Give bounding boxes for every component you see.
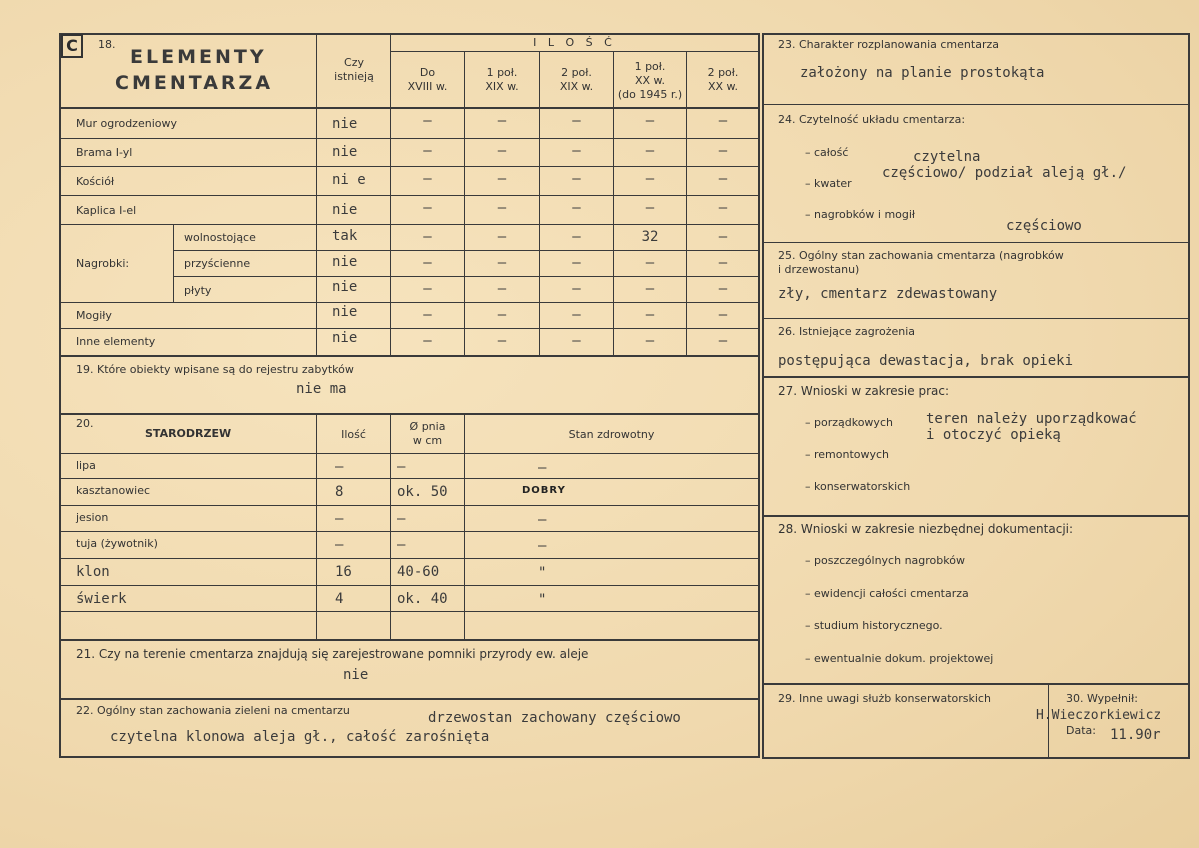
tree-qty: 16 bbox=[335, 564, 352, 580]
section-title-2: CMENTARZA bbox=[115, 72, 274, 94]
exists-value: nie bbox=[332, 304, 358, 320]
period-cell: – bbox=[572, 255, 581, 271]
period-cell: – bbox=[572, 200, 581, 216]
tree-name: tuja (żywotnik) bbox=[76, 537, 158, 550]
q24-item-graves: – nagrobków i mogił bbox=[805, 208, 916, 221]
period-cell: – bbox=[497, 113, 507, 129]
exists-value: nie bbox=[332, 279, 358, 295]
period-cell: – bbox=[718, 281, 728, 297]
col-exists-header: Czy istnieją bbox=[334, 56, 374, 83]
q20-col-diam: Ø pnia w cm bbox=[409, 420, 446, 447]
q21-value: nie bbox=[343, 667, 369, 683]
q28-item-records: – ewidencji całości cmentarza bbox=[805, 587, 969, 600]
period-cell: – bbox=[423, 255, 432, 271]
row-label-slabs: płyty bbox=[184, 284, 212, 297]
q28-item-project: – ewentualnie dokum. projektowej bbox=[805, 652, 994, 665]
q27-value-2: i otoczyć opieką bbox=[926, 427, 1061, 443]
q22-label: 22. Ogólny stan zachowania zieleni na cmentarzu bbox=[76, 704, 350, 717]
period-cell: – bbox=[718, 143, 728, 159]
row-label-gate: Brama I-yl bbox=[76, 146, 133, 159]
exists-value: nie bbox=[332, 330, 358, 346]
period-cell: – bbox=[645, 307, 655, 323]
q30-label: 30. Wypełnił: bbox=[1066, 692, 1138, 705]
period-cell: – bbox=[645, 171, 655, 187]
tree-name: lipa bbox=[76, 459, 96, 472]
period-cell: – bbox=[497, 200, 507, 216]
period-cell: – bbox=[497, 255, 507, 271]
period-cell: – bbox=[718, 113, 728, 129]
period-cell: – bbox=[572, 281, 581, 297]
q28-item-history: – studium historycznego. bbox=[805, 619, 943, 632]
period-cell: – bbox=[718, 333, 728, 349]
tree-qty: – bbox=[335, 537, 344, 553]
tree-qty: – bbox=[335, 511, 344, 527]
row-label-wall-mounted: przyścienne bbox=[184, 257, 251, 270]
exists-value: nie bbox=[332, 116, 358, 132]
q23-value: założony na planie prostokąta bbox=[800, 65, 1045, 81]
period-header-3: 2 poł. XIX w. bbox=[559, 66, 594, 93]
exists-value: nie bbox=[332, 202, 358, 218]
q25-label-1: 25. Ogólny stan zachowania cmentarza (nagrobków bbox=[778, 249, 1064, 262]
tree-qty: – bbox=[335, 459, 344, 475]
period-cell: – bbox=[718, 171, 728, 187]
q24-value-whole: czytelna bbox=[913, 149, 981, 165]
period-cell: – bbox=[423, 200, 432, 216]
tree-name: jesion bbox=[76, 511, 109, 524]
period-cell: – bbox=[423, 333, 432, 349]
q20-col-health: Stan zdrowotny bbox=[568, 428, 655, 441]
row-label-graves: Mogiły bbox=[76, 309, 112, 322]
period-cell: – bbox=[423, 113, 432, 129]
tree-health: DOBRY bbox=[522, 485, 566, 496]
row-label-other: Inne elementy bbox=[76, 335, 156, 348]
q28-label: 28. Wnioski w zakresie niezbędnej dokumentacji: bbox=[778, 522, 1074, 536]
exists-value: nie bbox=[332, 254, 358, 270]
tree-name: świerk bbox=[76, 591, 127, 607]
period-cell: – bbox=[497, 281, 507, 297]
period-cell: – bbox=[423, 281, 432, 297]
tree-qty: 8 bbox=[335, 484, 344, 500]
period-cell: – bbox=[718, 255, 728, 271]
tree-diameter: – bbox=[397, 537, 406, 553]
tree-health: – bbox=[538, 512, 547, 528]
q30-date-label: Data: bbox=[1066, 724, 1096, 737]
period-cell: 32 bbox=[641, 229, 659, 245]
period-cell: – bbox=[423, 171, 432, 187]
q30-name: H.Wieczorkiewicz bbox=[1036, 708, 1162, 723]
period-cell: – bbox=[497, 229, 507, 245]
q27-item-renovation: – remontowych bbox=[805, 448, 890, 461]
q24-value-quarters: częściowo/ podział aleją gł./ bbox=[882, 165, 1127, 181]
q24-item-whole: – całość bbox=[805, 146, 849, 159]
q27-item-conservation: – konserwatorskich bbox=[805, 480, 911, 493]
q25-label-2: i drzewostanu) bbox=[778, 263, 860, 276]
q25-value: zły, cmentarz zdewastowany bbox=[778, 286, 998, 302]
period-cell: – bbox=[718, 229, 728, 245]
section-number: 18. bbox=[98, 38, 116, 51]
tree-diameter: – bbox=[397, 511, 406, 527]
period-cell: – bbox=[497, 307, 507, 323]
q22-value-1: drzewostan zachowany częściowo bbox=[428, 710, 681, 726]
q26-value: postępująca dewastacja, brak opieki bbox=[778, 353, 1074, 369]
period-cell: – bbox=[645, 143, 655, 159]
q27-item-cleanup: – porządkowych bbox=[805, 416, 893, 429]
tree-diameter: ok. 40 bbox=[397, 591, 448, 607]
exists-value: nie bbox=[332, 144, 358, 160]
q27-value-1: teren należy uporządkować bbox=[926, 411, 1137, 427]
tree-health: – bbox=[538, 538, 547, 554]
row-label-freestanding: wolnostojące bbox=[184, 231, 256, 244]
row-label-gravestones: Nagrobki: bbox=[76, 257, 130, 270]
q19-value: nie ma bbox=[296, 381, 347, 397]
q19-label: 19. Które obiekty wpisane są do rejestru zabytków bbox=[76, 363, 354, 376]
period-header-4: 1 poł. XX w. (do 1945 r.) bbox=[617, 60, 683, 101]
q21-label: 21. Czy na terenie cmentarza znajdują się zarejestrowane pomniki przyrody ew. aleje bbox=[76, 647, 589, 661]
row-label-chapel: Kaplica I-el bbox=[76, 204, 137, 217]
exists-value: ni e bbox=[332, 172, 366, 188]
period-cell: – bbox=[423, 307, 432, 323]
period-cell: – bbox=[497, 143, 507, 159]
tree-diameter: 40-60 bbox=[397, 564, 440, 580]
period-cell: – bbox=[572, 307, 581, 323]
q20-number: 20. bbox=[76, 417, 94, 430]
period-cell: – bbox=[423, 143, 432, 159]
period-cell: – bbox=[645, 255, 655, 271]
period-cell: – bbox=[572, 113, 581, 129]
tree-health: " bbox=[538, 592, 547, 608]
section-letter: C bbox=[61, 34, 83, 58]
section-title-1: ELEMENTY bbox=[130, 46, 267, 68]
q24-label: 24. Czytelność układu cmentarza: bbox=[778, 113, 966, 126]
q22-value-2: czytelna klonowa aleja gł., całość zarośnięta bbox=[110, 729, 490, 745]
period-cell: – bbox=[718, 200, 728, 216]
q28-item-graves: – poszczególnych nagrobków bbox=[805, 554, 965, 567]
tree-health: " bbox=[538, 565, 547, 581]
period-cell: – bbox=[645, 113, 655, 129]
tree-health: – bbox=[538, 460, 547, 476]
period-cell: – bbox=[572, 171, 581, 187]
period-cell: – bbox=[572, 333, 581, 349]
period-cell: – bbox=[572, 143, 581, 159]
period-cell: – bbox=[497, 171, 507, 187]
period-cell: – bbox=[572, 229, 581, 245]
q29-label: 29. Inne uwagi służb konserwatorskich bbox=[778, 692, 991, 705]
tree-diameter: – bbox=[397, 459, 406, 475]
q24-value-graves: częściowo bbox=[1006, 218, 1082, 234]
period-cell: – bbox=[423, 229, 432, 245]
row-label-church: Kościół bbox=[76, 175, 115, 188]
row-label-wall: Mur ogrodzeniowy bbox=[76, 117, 177, 130]
ilosc-header: I L O Ś Ć bbox=[533, 36, 616, 49]
tree-diameter: ok. 50 bbox=[397, 484, 448, 500]
q23-label: 23. Charakter rozplanowania cmentarza bbox=[778, 38, 999, 51]
q20-title: STARODRZEW bbox=[145, 427, 232, 440]
tree-name: kasztanowiec bbox=[76, 484, 151, 497]
exists-value: tak bbox=[332, 228, 358, 244]
period-header-2: 1 poł. XIX w. bbox=[485, 66, 519, 93]
period-cell: – bbox=[645, 333, 655, 349]
q26-label: 26. Istniejące zagrożenia bbox=[778, 325, 916, 338]
tree-qty: 4 bbox=[335, 591, 344, 607]
tree-name: klon bbox=[76, 564, 110, 580]
period-header-5: 2 poł. XX w. bbox=[707, 66, 739, 93]
period-cell: – bbox=[645, 281, 655, 297]
q20-col-qty: Ilość bbox=[341, 428, 366, 441]
period-cell: – bbox=[497, 333, 507, 349]
period-cell: – bbox=[645, 200, 655, 216]
period-cell: – bbox=[718, 307, 728, 323]
period-header-1: Do XVIII w. bbox=[407, 66, 448, 93]
q24-item-quarters: – kwater bbox=[805, 177, 852, 190]
q27-label: 27. Wnioski w zakresie prac: bbox=[778, 384, 950, 398]
q30-date: 11.90r bbox=[1110, 727, 1161, 743]
